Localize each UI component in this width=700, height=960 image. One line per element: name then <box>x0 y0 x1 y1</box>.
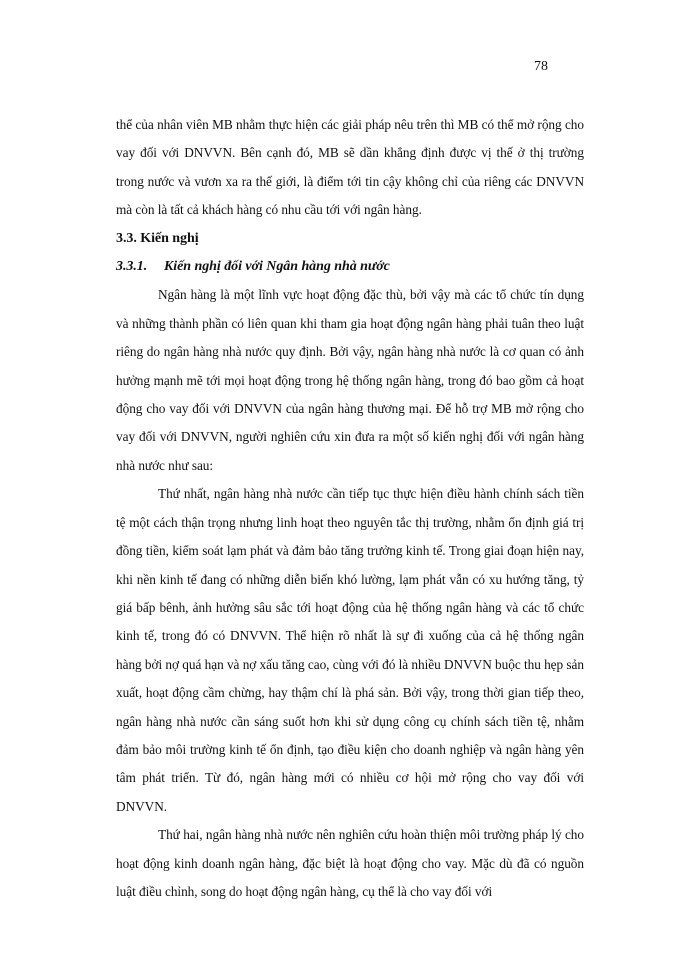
subsection-title: Kiến nghị đối với Ngân hàng nhà nước <box>164 259 390 275</box>
subsection-heading <box>116 253 584 281</box>
paragraph-second-recommendation: Thứ hai, ngân hàng nhà nước nên nghiên cứu hoàn thiện môi trường pháp lý cho hoạt động kinh doanh ngân hàng, đặc biệt là hoạt động cho vay. Mặc dù đã có nguồn luật điều chỉnh, song do hoạt động ngân hàng, cụ thể là cho vay đối với <box>116 827 584 899</box>
paragraph-first-recommendation: Thứ nhất, ngân hàng nhà nước cần tiếp tục thực hiện điều hành chính sách tiền tệ một cách thận trọng nhưng linh hoạt theo nguyên tắc thị trường, nhằm ổn định giá trị đồng tiền, kiểm soát lạm phát và đảm bảo tăng trưởng kinh tế. Trong giai đoạn hiện nay, khi nền kinh tế đang có những diễn biến khó lường, lạm phát vẫn có xu hướng tăng, tỷ giá bấp bênh, ảnh hưởng sâu sắc tới hoạt động của hệ thống ngân hàng và các tổ chức kinh tế, trong đó có DNVVN. Thể hiện rõ nhất là sự đi xuống của cả hệ thống ngân hàng bởi nợ quá hạn và nợ xấu tăng cao, cùng với đó là nhiều DNVVN buộc thu hẹp sản xuất, hoạt động cầm chừng, hay thậm chí là phá sản. Bởi vậy, trong thời gian tiếp theo, ngân hàng nhà nước cần sáng suốt hơn khi sử dụng công cụ chính sách tiền tệ, nhằm đảm bảo môi trường kinh tế ổn định, tạo điều kiện cho doanh nghiệp và ngân hàng yên tâm phát triển. Từ đó, ngân hàng mới có nhiều cơ hội mở rộng cho vay đối với DNVVN. <box>116 486 584 814</box>
paragraph-intro: Ngân hàng là một lĩnh vực hoạt động đặc thù, bởi vậy mà các tổ chức tín dụng và những thành phần có liên quan khi tham gia hoạt động ngân hàng phải tuân theo luật riêng do ngân hàng nhà nước quy định. Bởi vậy, ngân hàng nhà nước là cơ quan có ảnh hưởng mạnh mẽ tới mọi hoạt động trong hệ thống ngân hàng, trong đó bao gồm cả hoạt động cho vay đối với DNVVN của ngân hàng thương mại. Để hỗ trợ MB mở rộng cho vay đối với DNVVN, người nghiên cứu xin đưa ra một số kiến nghị đối với ngân hàng nhà nước như sau: <box>116 287 584 473</box>
continued-paragraph: thể của nhân viên MB nhằm thực hiện các giải pháp nêu trên thì MB có thể mở rộng cho vay đối với DNVVN. Bên cạnh đó, MB sẽ dần khẳng định được vị thế ở thị trường trong nước và vươn xa ra thế giới, là điểm tới tin cậy không chỉ của riêng các DNVVN mà còn là tất cả khách hàng có nhu cầu tới với ngân hàng. <box>116 117 584 218</box>
document-body <box>116 111 584 906</box>
subsection-number: 3.3.1. <box>116 259 148 275</box>
section-heading: 3.3. Kiến nghị <box>116 230 199 246</box>
page-number: 78 <box>534 59 548 74</box>
